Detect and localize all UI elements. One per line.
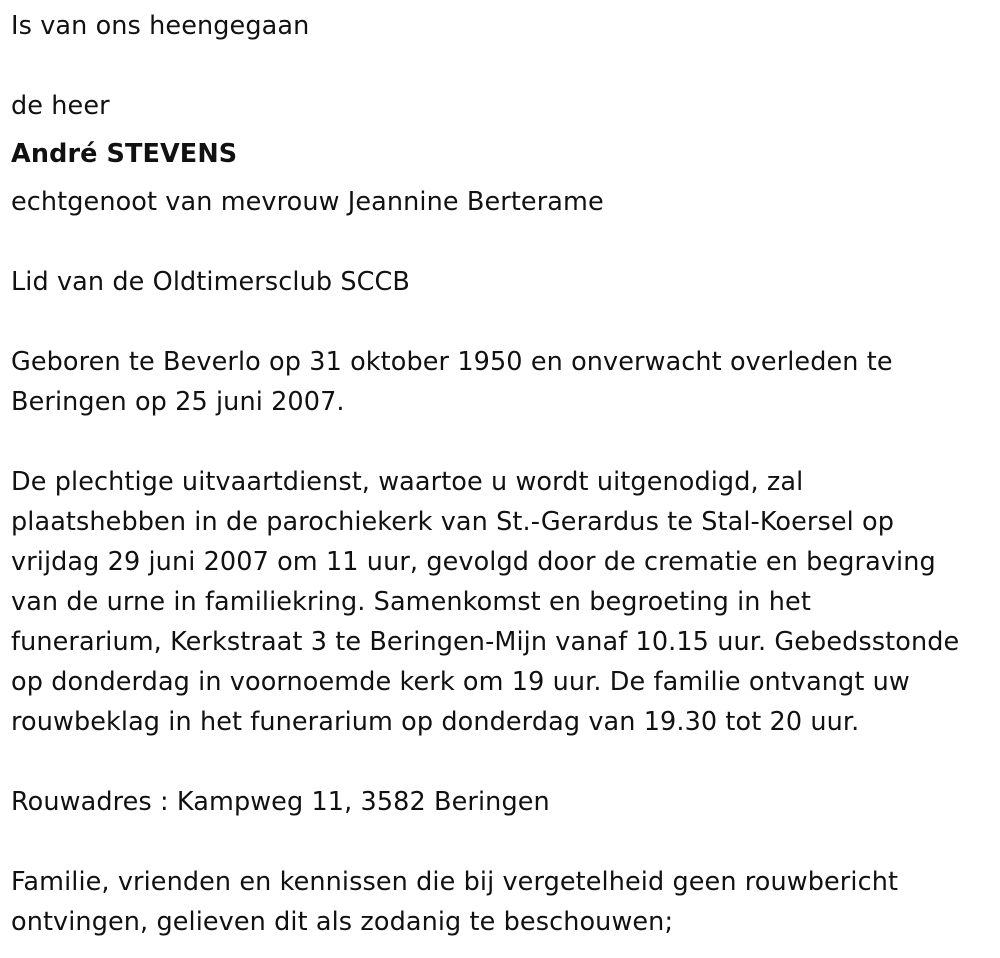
spacer (11, 742, 996, 782)
closing-paragraph: Familie, vrienden en kennissen die bij vergetelheid geen rouwbericht ontvingen, gelieven dit als zodanig te beschouwen; (11, 867, 899, 937)
mourning-address: Rouwadres : Kampweg 11, 3582 Beringen (11, 787, 550, 817)
spacer (11, 46, 996, 86)
intro-line: Is van ons heengegaan (11, 11, 310, 41)
club-membership: Lid van de Oldtimersclub SCCB (11, 267, 411, 297)
deceased-name: André STEVENS (11, 139, 238, 169)
death-notice (11, 6, 996, 942)
spouse-line: echtgenoot van mevrouw Jeannine Berterame (11, 187, 604, 217)
spacer (11, 822, 996, 862)
spacer (11, 422, 996, 462)
honorific: de heer (11, 91, 110, 121)
funeral-service-paragraph: De plechtige uitvaartdienst, waartoe u wordt uitgenodigd, zal plaatshebben in de parochiekerk van St.-Gerardus te Stal-Koersel op vrijdag 29 juni 2007 om 11 uur, gevolgd door de crematie en begraving van de urne in familiekring. Samenkomst en begroeting in het funerarium, Kerkstraat 3 te Beringen-Mijn vanaf 10.15 uur. Gebedsstonde op donderdag in voornoemde kerk om 19 uur. De familie ontvangt uw rouwbeklag in het funerarium op donderdag van 19.30 tot 20 uur. (11, 467, 960, 737)
birth-death-paragraph: Geboren te Beverlo op 31 oktober 1950 en onverwacht overleden te Beringen op 25 juni 2007. (11, 347, 893, 417)
spacer (11, 302, 996, 342)
spacer (11, 222, 996, 262)
